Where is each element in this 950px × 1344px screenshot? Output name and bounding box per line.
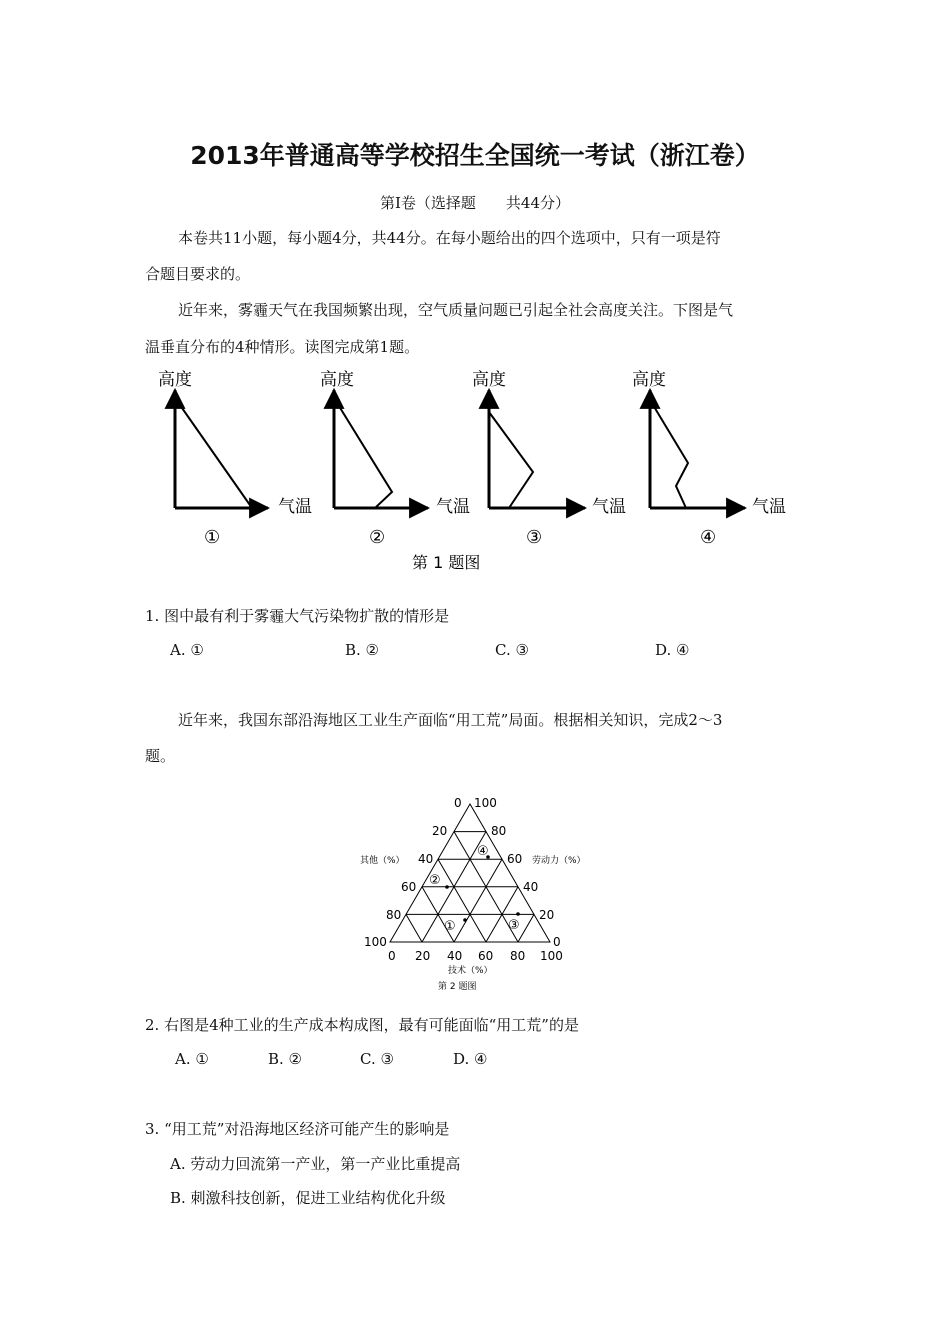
point-1-label: ① xyxy=(444,919,456,934)
svg-text:0: 0 xyxy=(553,935,561,949)
point-3-label: ③ xyxy=(508,918,520,933)
panel-2 xyxy=(320,370,470,548)
question-1-option-d[interactable]: D. ④ xyxy=(655,641,690,659)
x-axis-label: 气温 xyxy=(278,497,312,517)
svg-text:80: 80 xyxy=(386,908,402,922)
svg-text:20: 20 xyxy=(539,908,555,922)
svg-text:0: 0 xyxy=(388,949,396,963)
panel-label: ① xyxy=(204,527,221,548)
svg-text:40: 40 xyxy=(523,880,539,894)
question-3-option-b[interactable]: B. 刺激科技创新，促进工业结构优化升级 xyxy=(170,1189,446,1207)
question-2-option-d[interactable]: D. ④ xyxy=(453,1050,488,1068)
question-1-option-c[interactable]: C. ③ xyxy=(495,641,529,659)
question-1-option-a[interactable]: A. ① xyxy=(170,641,204,659)
left-axis-label: 其他（%） xyxy=(360,856,405,866)
svg-text:100: 100 xyxy=(540,949,563,963)
svg-text:0: 0 xyxy=(454,796,462,810)
svg-text:20: 20 xyxy=(415,949,431,963)
figure-1 xyxy=(0,360,950,580)
y-axis-label: 高度 xyxy=(320,370,354,390)
figure-1-caption: 第 1 题图 xyxy=(412,553,481,572)
panel-4 xyxy=(632,370,786,548)
point-4-label: ④ xyxy=(477,844,489,859)
instructions-line-2: 合题目要求的。 xyxy=(145,265,251,283)
bottom-axis-label: 技术（%） xyxy=(448,966,493,976)
question-1-option-b[interactable]: B. ② xyxy=(345,641,380,659)
svg-text:20: 20 xyxy=(432,824,448,838)
passage1-line-1: 近年来，雾霾天气在我国频繁出现，空气质量问题已引起全社会高度关注。下图是气 xyxy=(178,301,734,319)
question-2-option-c[interactable]: C. ③ xyxy=(360,1050,394,1068)
question-2-option-b[interactable]: B. ② xyxy=(268,1050,303,1068)
passage1-line-2: 温垂直分布的4种情形。读图完成第1题。 xyxy=(145,338,420,356)
svg-text:60: 60 xyxy=(507,852,523,866)
panel-3 xyxy=(472,370,626,548)
svg-text:40: 40 xyxy=(418,852,434,866)
passage2-line-1: 近年来，我国东部沿海地区工业生产面临“用工荒”局面。根据相关知识，完成2～3 xyxy=(178,711,723,729)
svg-text:80: 80 xyxy=(491,824,507,838)
point-2-label: ② xyxy=(429,873,441,888)
svg-text:100: 100 xyxy=(474,796,497,810)
x-axis-label: 气温 xyxy=(436,497,470,517)
question-3-stem: 3. “用工荒”对沿海地区经济可能产生的影响是 xyxy=(145,1120,450,1138)
panel-label: ② xyxy=(369,527,386,548)
instructions-line-1: 本卷共11小题，每小题4分，共44分。在每小题给出的四个选项中，只有一项是符 xyxy=(178,229,721,247)
svg-text:80: 80 xyxy=(510,949,526,963)
panel-label: ③ xyxy=(526,527,543,548)
svg-text:60: 60 xyxy=(401,880,417,894)
question-2-stem: 2. 右图是4种工业的生产成本构成图，最有可能面临“用工荒”的是 xyxy=(145,1016,579,1034)
x-axis-label: 气温 xyxy=(592,497,626,517)
y-axis-label: 高度 xyxy=(632,370,666,390)
right-axis-label: 劳动力（%） xyxy=(532,856,586,866)
section-header: 第Ⅰ卷（选择题 共44分） xyxy=(379,194,570,212)
panel-1 xyxy=(158,370,312,548)
y-axis-label: 高度 xyxy=(158,370,192,390)
figure-2 xyxy=(350,790,610,1000)
svg-text:40: 40 xyxy=(447,949,463,963)
panel-label: ④ xyxy=(700,527,717,548)
question-1-stem: 1. 图中最有利于雾霾大气污染物扩散的情形是 xyxy=(145,607,450,625)
svg-text:100: 100 xyxy=(364,935,387,949)
question-2-option-a[interactable]: A. ① xyxy=(175,1050,209,1068)
figure-2-caption: 第 2 题图 xyxy=(438,982,477,992)
passage2-line-2: 题。 xyxy=(145,747,176,765)
x-axis-label: 气温 xyxy=(752,497,786,517)
question-3-option-a[interactable]: A. 劳动力回流第一产业，第一产业比重提高 xyxy=(170,1155,461,1173)
y-axis-label: 高度 xyxy=(472,370,506,390)
page-title: 2013年普通高等学校招生全国统一考试（浙江卷） xyxy=(190,141,760,170)
svg-text:60: 60 xyxy=(478,949,494,963)
bottom-ticks xyxy=(388,949,563,963)
